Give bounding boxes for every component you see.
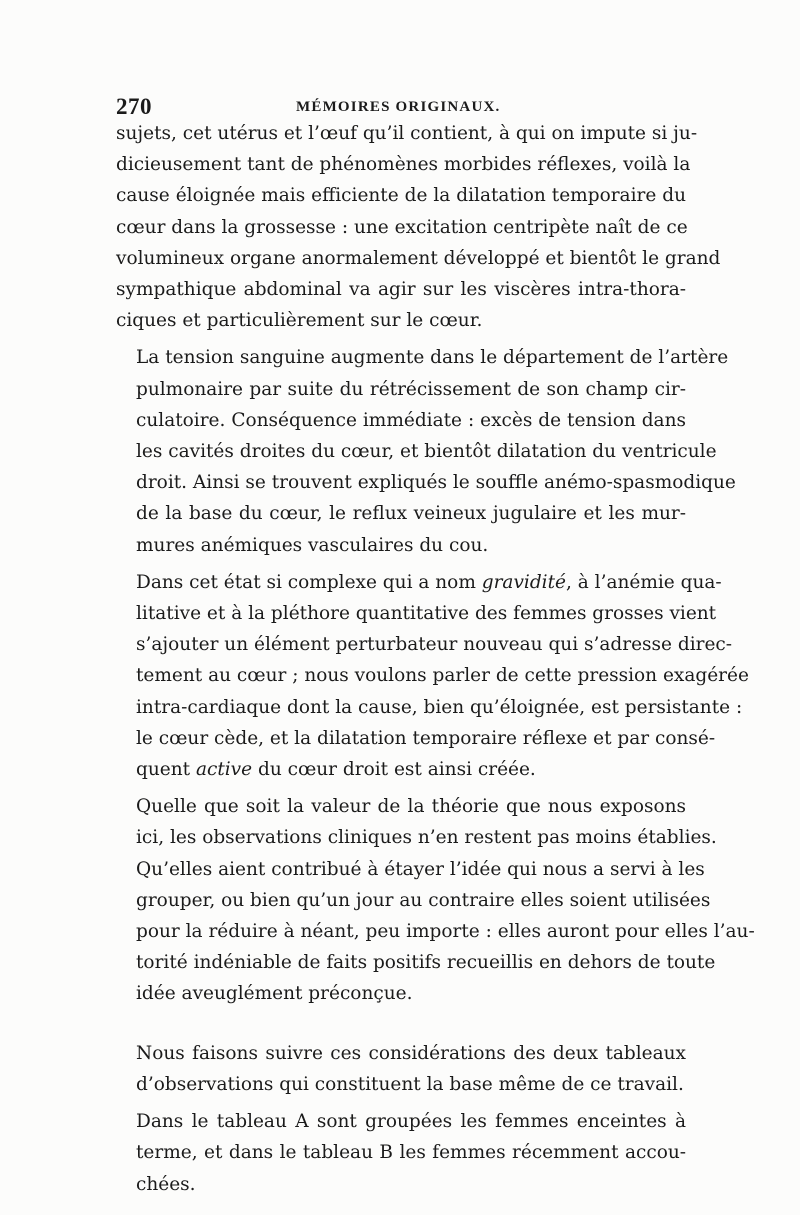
text-line: tement au cœur ; nous voulons parler de cette pression exagérée [136, 665, 749, 687]
paragraph [116, 791, 755, 1009]
text-line: dicieusement tant de phénomènes morbides réflexes, voilà la [116, 154, 691, 176]
text-line: ciques et particulièrement sur le cœur. [116, 310, 483, 332]
text-line: de la base du cœur, le reflux veineux jugulaire et les mur- [136, 503, 686, 525]
text-line: terme, et dans le tableau B les femmes récemment accou- [136, 1142, 686, 1164]
text-line: ici, les observations cliniques n’en restent pas moins établies. [136, 827, 717, 849]
text-run: Dans cet état si complexe qui a nom [136, 571, 482, 593]
text-line: torité indéniable de faits positifs recueillis en dehors de toute [136, 952, 716, 974]
text-line: volumineux organe anormalement développé et bientôt le grand [116, 247, 721, 269]
text-line: pulmonaire par suite du rétrécissement de son champ cir- [136, 378, 686, 400]
text-line: intra-cardiaque dont la cause, bien qu’éloignée, est persistante : [136, 696, 743, 718]
running-title: MÉMOIRES ORIGINAUX. [296, 99, 501, 115]
paragraph [116, 342, 736, 560]
text-line: idée aveuglément préconçue. [136, 983, 413, 1005]
paragraph [116, 1038, 686, 1100]
paragraph [116, 567, 749, 785]
paragraph [116, 1106, 686, 1200]
text-line: Qu’elles aient contribué à étayer l’idée qui nous a servi à les [136, 858, 705, 880]
text-line [116, 754, 686, 785]
text-line: chées. [136, 1173, 196, 1195]
text-line: sujets, cet utérus et l’œuf qu’il contient, à qui on impute si ju- [116, 123, 698, 144]
text-line: pour la réduire à néant, peu importe : elles auront pour elles l’au- [136, 921, 755, 943]
text-line [116, 567, 722, 598]
paragraph [116, 118, 721, 336]
text-line: le cœur cède, et la dilatation temporaire réflexe et par consé- [136, 727, 716, 749]
text-line: cœur dans la grossesse : une excitation centripète naît de ce [116, 216, 688, 238]
text-run: quent [136, 759, 196, 781]
italic-term: gravidité [481, 571, 566, 593]
text-line: Dans le tableau A sont groupées les femmes enceintes à [136, 1111, 686, 1133]
text-line: s’ajouter un élément perturbateur nouveau qui s’adresse direc- [136, 634, 733, 656]
text-run: du cœur droit est ainsi créée. [252, 759, 536, 781]
text-line: Nous faisons suivre ces considérations des deux tableaux [136, 1042, 686, 1064]
text-line: cause éloignée mais efficiente de la dilatation temporaire du [116, 185, 686, 207]
text-line: droit. Ainsi se trouvent expliqués le souffle anémo-spasmodique [136, 472, 736, 494]
text-line: les cavités droites du cœur, et bientôt dilatation du ventricule [136, 441, 717, 463]
text-line: d’observations qui constituent la base même de ce travail. [136, 1073, 684, 1095]
text-run: , à l’anémie qua- [565, 571, 722, 593]
page-number: 270 [116, 94, 152, 119]
text-line: grouper, ou bien qu’un jour au contraire elles soient utilisées [136, 889, 711, 911]
text-line: Quelle que soit la valeur de la théorie que nous exposons [136, 796, 686, 818]
text-line: sympathique abdominal va agir sur les viscères intra-thora- [116, 279, 686, 301]
text-line: culatoire. Conséquence immédiate : excès de tension dans [136, 409, 686, 431]
body-text [116, 118, 755, 1200]
italic-term: active [195, 759, 253, 781]
text-line: mures anémiques vasculaires du cou. [136, 534, 489, 556]
text-line: litative et à la pléthore quantitative des femmes grosses vient [136, 603, 717, 625]
text-line: La tension sanguine augmente dans le département de l’artère [136, 347, 729, 369]
